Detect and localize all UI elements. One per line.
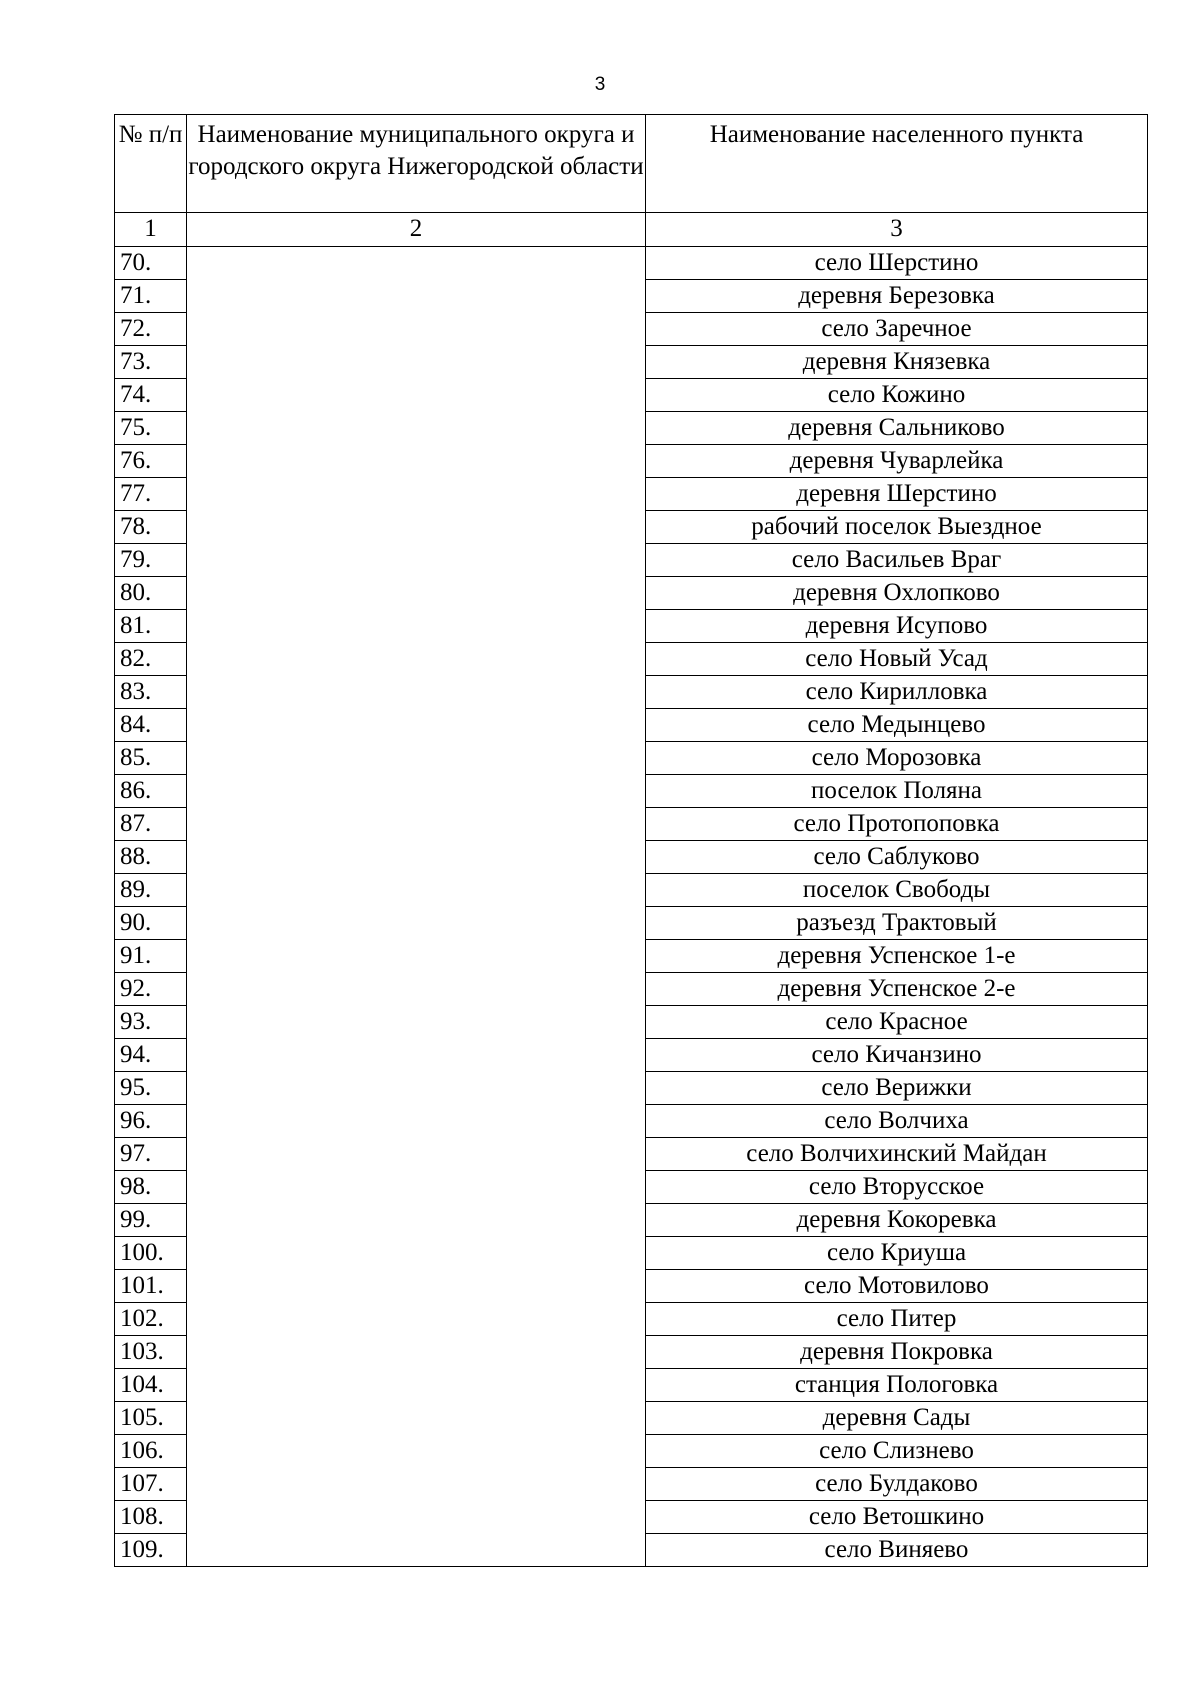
settlement-name: село Васильев Враг [646,544,1148,577]
settlement-name: село Верижки [646,1072,1148,1105]
district-cell [187,247,646,1567]
table-row [115,247,1148,280]
header-row [115,115,1148,213]
row-number: 95. [115,1072,187,1105]
row-number: 77. [115,478,187,511]
row-number: 89. [115,874,187,907]
settlement-name: село Заречное [646,313,1148,346]
settlement-name: село Саблуково [646,841,1148,874]
row-number: 71. [115,280,187,313]
settlement-name: село Шерстино [646,247,1148,280]
row-number: 94. [115,1039,187,1072]
page-number: 3 [594,74,606,95]
row-number: 99. [115,1204,187,1237]
settlement-name: деревня Исупово [646,610,1148,643]
settlement-name: село Волчихинский Майдан [646,1138,1148,1171]
row-number: 88. [115,841,187,874]
column-index: 1 [115,213,187,247]
row-number: 74. [115,379,187,412]
settlement-name: поселок Свободы [646,874,1148,907]
header-settlement: Наименование населенного пункта [646,115,1148,213]
settlement-name: деревня Сальниково [646,412,1148,445]
row-number: 91. [115,940,187,973]
settlement-name: село Медынцево [646,709,1148,742]
settlement-name: село Булдаково [646,1468,1148,1501]
row-number: 108. [115,1501,187,1534]
settlement-name: деревня Кокоревка [646,1204,1148,1237]
header-number: № п/п [115,115,187,213]
row-number: 106. [115,1435,187,1468]
column-index-row [115,213,1148,247]
table-body [115,247,1148,1567]
row-number: 76. [115,445,187,478]
row-number: 73. [115,346,187,379]
row-number: 92. [115,973,187,1006]
row-number: 82. [115,643,187,676]
row-number: 104. [115,1369,187,1402]
row-number: 97. [115,1138,187,1171]
settlement-name: село Виняево [646,1534,1148,1567]
settlement-name: село Кирилловка [646,676,1148,709]
column-index: 3 [646,213,1148,247]
column-index: 2 [187,213,646,247]
settlement-name: деревня Березовка [646,280,1148,313]
settlement-name: село Ветошкино [646,1501,1148,1534]
row-number: 101. [115,1270,187,1303]
settlement-name: деревня Шерстино [646,478,1148,511]
row-number: 83. [115,676,187,709]
row-number: 86. [115,775,187,808]
settlement-name: поселок Поляна [646,775,1148,808]
settlement-name: село Кожино [646,379,1148,412]
settlement-name: станция Пологовка [646,1369,1148,1402]
row-number: 90. [115,907,187,940]
settlement-name: село Протопоповка [646,808,1148,841]
settlement-name: село Новый Усад [646,643,1148,676]
settlement-name: деревня Сады [646,1402,1148,1435]
row-number: 85. [115,742,187,775]
settlement-name: деревня Успенское 1-е [646,940,1148,973]
settlement-name: деревня Покровка [646,1336,1148,1369]
row-number: 70. [115,247,187,280]
settlement-name: село Морозовка [646,742,1148,775]
settlement-name: деревня Охлопково [646,577,1148,610]
row-number: 103. [115,1336,187,1369]
settlement-name: село Слизнево [646,1435,1148,1468]
row-number: 96. [115,1105,187,1138]
row-number: 107. [115,1468,187,1501]
row-number: 78. [115,511,187,544]
row-number: 81. [115,610,187,643]
settlement-name: деревня Успенское 2-е [646,973,1148,1006]
settlement-name: село Питер [646,1303,1148,1336]
settlement-name: село Мотовилово [646,1270,1148,1303]
settlement-name: рабочий поселок Выездное [646,511,1148,544]
row-number: 109. [115,1534,187,1567]
settlement-name: деревня Чуварлейка [646,445,1148,478]
row-number: 72. [115,313,187,346]
settlement-name: деревня Князевка [646,346,1148,379]
row-number: 102. [115,1303,187,1336]
row-number: 80. [115,577,187,610]
row-number: 84. [115,709,187,742]
row-number: 100. [115,1237,187,1270]
settlement-name: село Красное [646,1006,1148,1039]
row-number: 87. [115,808,187,841]
settlement-name: село Волчиха [646,1105,1148,1138]
row-number: 79. [115,544,187,577]
row-number: 93. [115,1006,187,1039]
settlements-table [114,114,1148,1567]
settlement-name: село Кичанзино [646,1039,1148,1072]
settlement-name: село Вторусское [646,1171,1148,1204]
row-number: 105. [115,1402,187,1435]
row-number: 98. [115,1171,187,1204]
row-number: 75. [115,412,187,445]
settlement-name: село Криуша [646,1237,1148,1270]
settlement-name: разъезд Трактовый [646,907,1148,940]
header-district: Наименование муниципального округа и городского округа Нижегородской области [187,115,646,213]
